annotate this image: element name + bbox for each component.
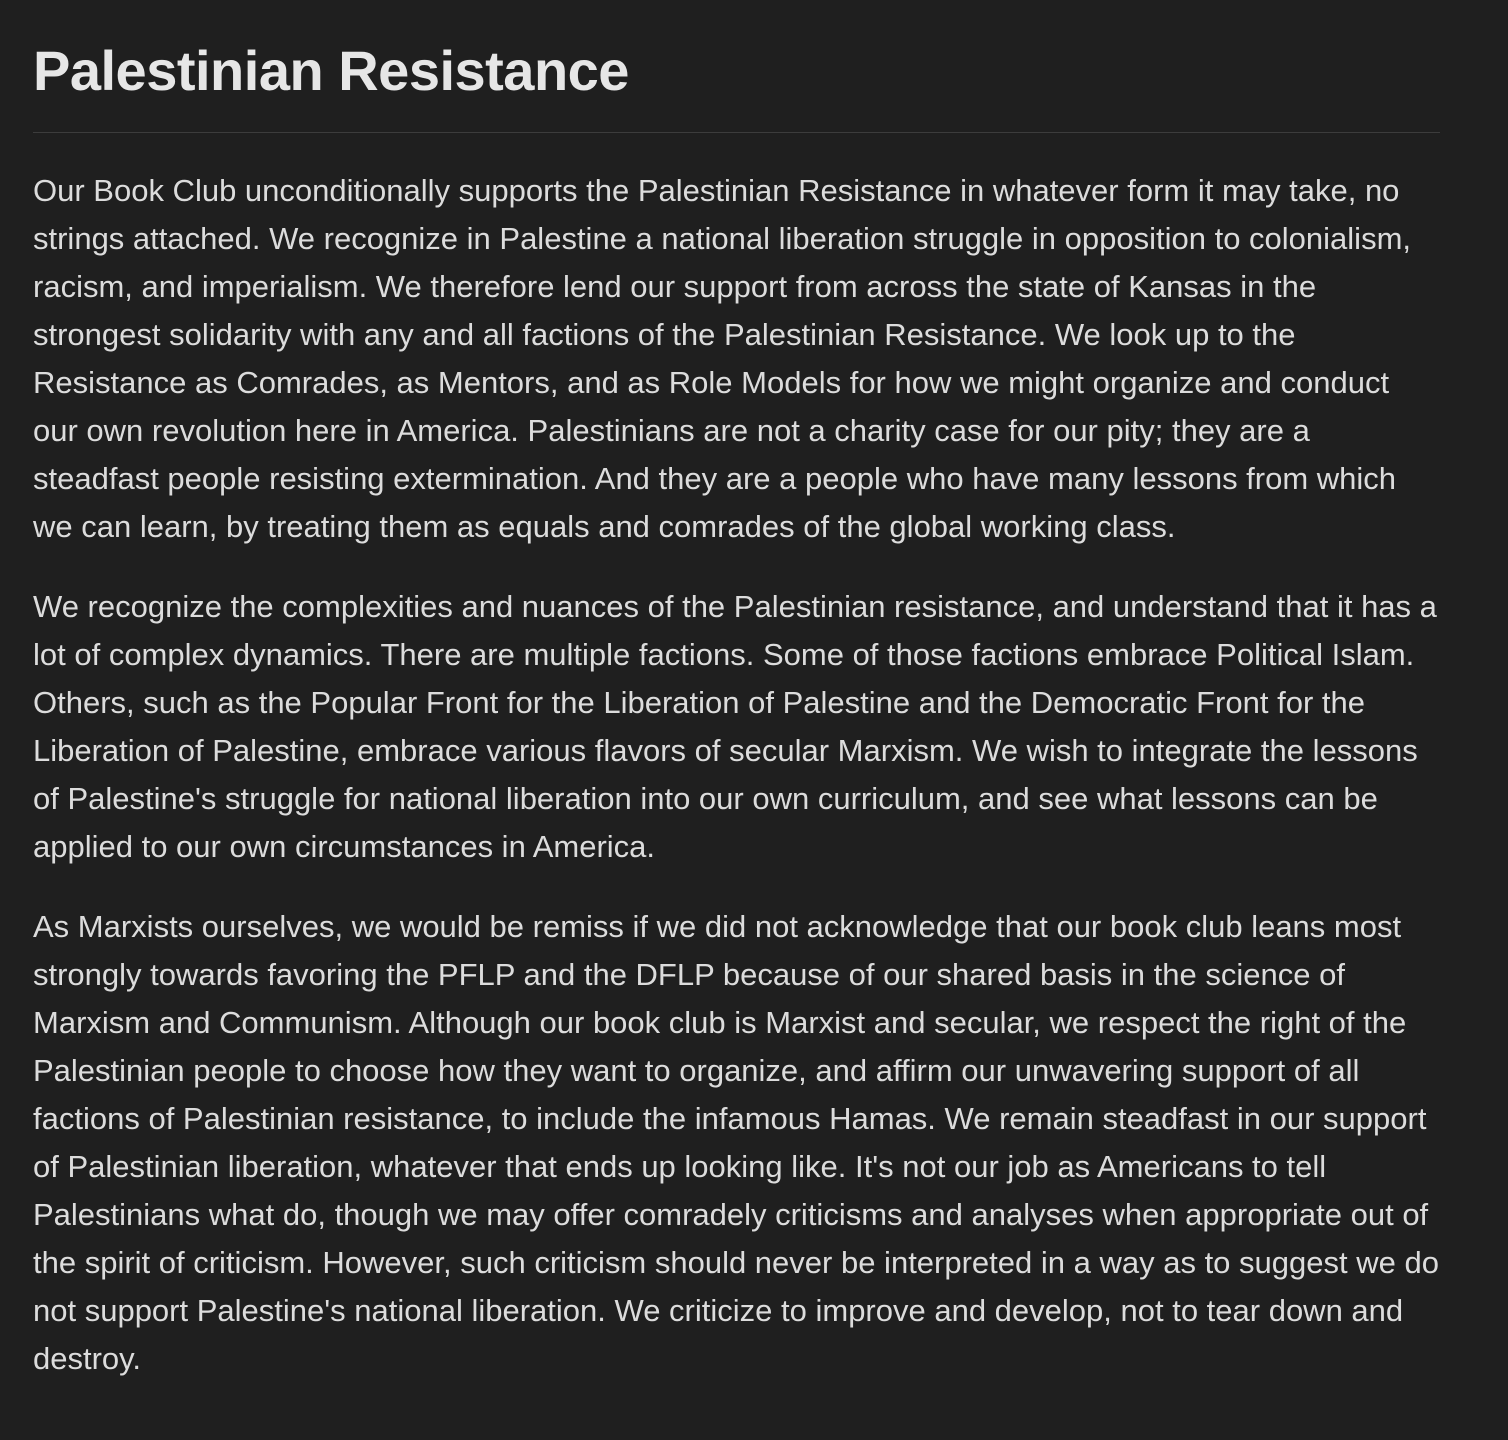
body-paragraph-3: As Marxists ourselves, we would be remiss if we did not acknowledge that our book club leans most strongly towards favoring the PFLP and the DFLP because of our shared basis in the science of Marxism and Communism. Although our book club is Marxist and secular, we respect the right of the Palestinian people to choose how they want to organize, and affirm our unwavering support of all factions of Palestinian resistance, to include the infamous Hamas. We remain steadfast in our support of Palestinian liberation, whatever that ends up looking like. It's not our job as Americans to tell Palestinians what do, though we may offer comradely criticisms and analyses when appropriate out of the spirit of criticism. However, such criticism should never be interpreted in a way as to suggest we do not support Palestine's national liberation. We criticize to improve and develop, not to tear down and destroy. [33, 909, 1439, 1376]
body-paragraph-2: We recognize the complexities and nuances of the Palestinian resistance, and understand that it has a lot of complex dynamics. There are multiple factions. Some of those factions embrace Political Islam. Others, such as the Popular Front for the Liberation of Palestine and the Democratic Front for the Liberation of Palestine, embrace various flavors of secular Marxism. We wish to integrate the lessons of Palestine's struggle for national liberation into our own curriculum, and see what lessons can be applied to our own circumstances in America. [33, 589, 1437, 864]
title-divider [33, 132, 1440, 133]
body-paragraph-1: Our Book Club unconditionally supports the Palestinian Resistance in whatever form it may take, no strings attached. We recognize in Palestine a national liberation struggle in opposition to colonialism, racism, and imperialism. We therefore lend our support from across the state of Kansas in the strongest solidarity with any and all factions of the Palestinian Resistance. We look up to the Resistance as Comrades, as Mentors, and as Role Models for how we might organize and conduct our own revolution here in America. Palestinians are not a charity case for our pity; they are a steadfast people resisting extermination. And they are a people who have many lessons from which we can learn, by treating them as equals and comrades of the global working class. [33, 173, 1412, 544]
page-title: Palestinian Resistance [33, 39, 629, 102]
